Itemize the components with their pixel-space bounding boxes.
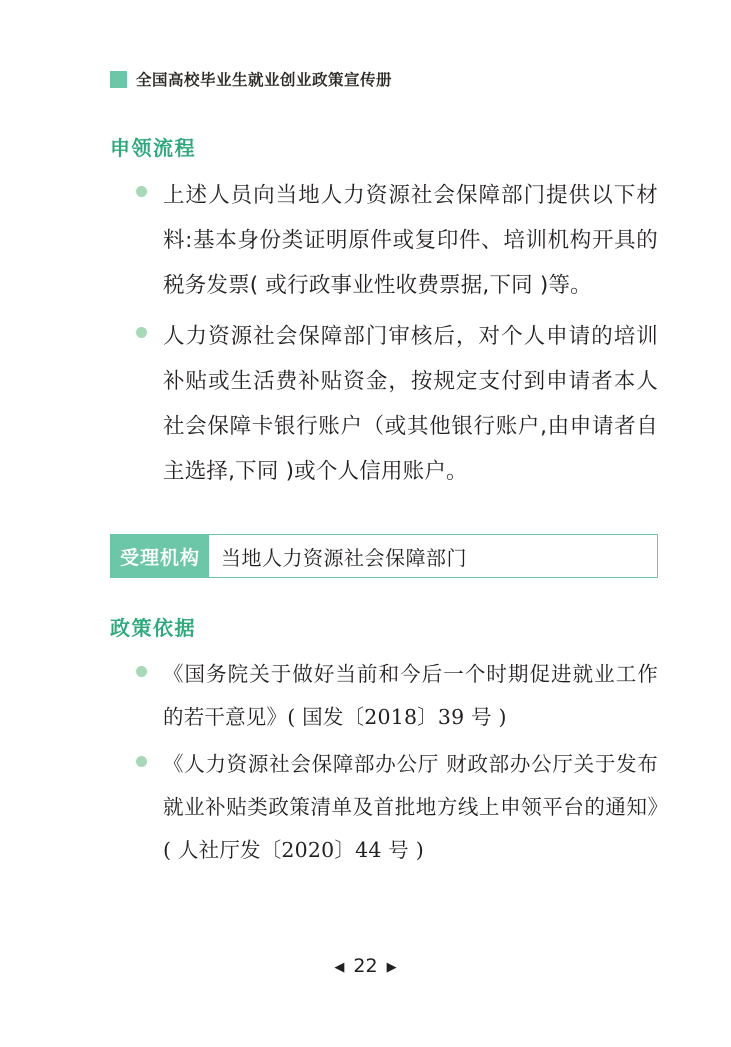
- bullet-dot-icon: [136, 666, 147, 677]
- section-heading-apply-process: 申领流程: [110, 136, 196, 160]
- list-item-text: 上述人员向当地人力资源社会保障部门提供以下材料:基本身份类证明原件或复印件、培训机构开具的税务发票( 或行政事业性收费票据,下同 )等。: [163, 183, 658, 298]
- apply-process-list: [110, 173, 658, 494]
- list-item: [110, 653, 658, 739]
- list-item-text: 《人力资源社会保障部办公厅 财政部办公厅关于发布就业补贴类政策清单及首批地方线上申领平台的通知》( 人社厅发〔2020〕44 号 ): [163, 752, 658, 862]
- policy-basis-list: [110, 653, 658, 872]
- previous-page-arrow-icon[interactable]: ◀: [334, 958, 345, 974]
- bullet-dot-icon: [136, 327, 147, 338]
- list-item: [110, 173, 658, 308]
- next-page-arrow-icon[interactable]: ▶: [386, 958, 397, 974]
- agency-row: [110, 534, 658, 578]
- page-number: 22: [353, 955, 378, 977]
- bullet-dot-icon: [136, 756, 147, 767]
- agency-label: 受理机构: [111, 535, 209, 577]
- bullet-dot-icon: [136, 186, 147, 197]
- header-square-icon: [110, 71, 127, 88]
- header-title: 全国高校毕业生就业创业政策宣传册: [136, 71, 393, 89]
- page-content: [110, 132, 658, 876]
- list-item: [110, 314, 658, 494]
- page-header: [110, 68, 392, 90]
- agency-value: 当地人力资源社会保障部门: [209, 535, 657, 577]
- section-heading-policy-basis: 政策依据: [110, 616, 196, 640]
- list-item-text: 《国务院关于做好当前和今后一个时期促进就业工作的若干意见》( 国发〔2018〕39 号 ): [163, 662, 658, 729]
- page-footer: [0, 955, 731, 977]
- list-item: [110, 743, 658, 872]
- list-item-text: 人力资源社会保障部门审核后，对个人申请的培训补贴或生活费补贴资金，按规定支付到申请者本人社会保障卡银行账户（或其他银行账户,由申请者自主选择,下同 )或个人信用账户。: [163, 324, 658, 484]
